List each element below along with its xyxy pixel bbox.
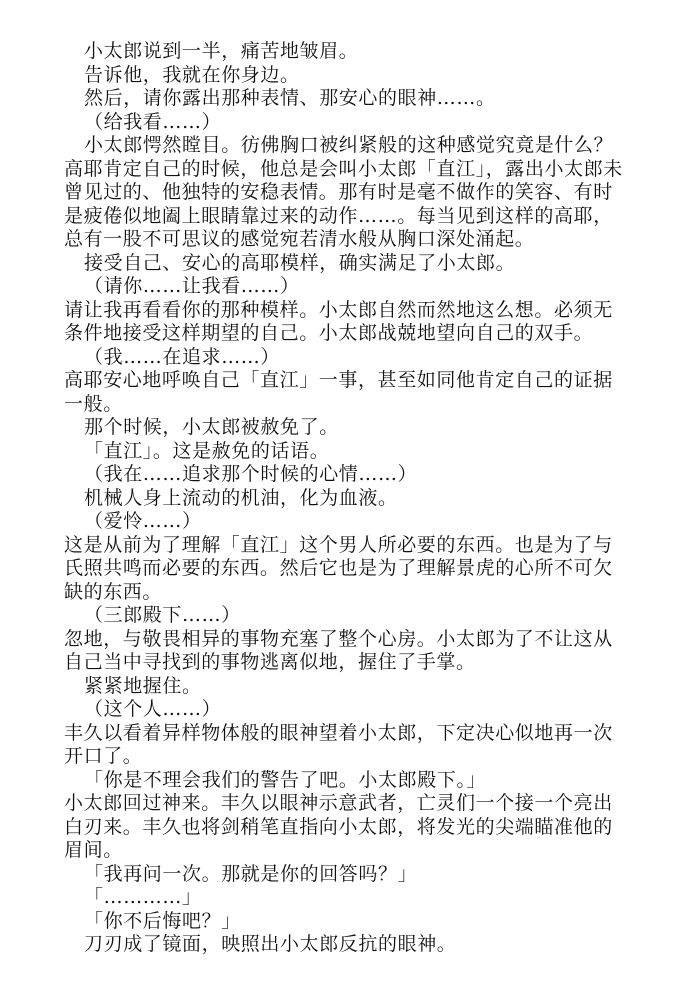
paragraph: 紧紧地握住。: [84, 674, 202, 697]
document-page: [64, 40, 632, 957]
paragraph: 告诉他，我就在你身边。: [84, 63, 300, 86]
paragraph: 丰久以看着异样物体般的眼神望着小太郎，下定决心似地再一次开口了。: [64, 721, 613, 767]
paragraph: （给我看……）: [84, 110, 222, 133]
paragraph: 请让我再看看你的那种模样。小太郎自然而然地这么想。必须无条件地接受这样期望的自己。小太郎战兢地望向自己的双手。: [64, 298, 613, 344]
paragraph: 这是从前为了理解「直江」这个男人所必要的东西。也是为了与氏照共鸣而必要的东西。然后它也是为了理解景虎的心所不可欠缺的东西。: [64, 533, 613, 603]
paragraph: 「你是不理会我们的警告了吧。小太郎殿下。」: [84, 768, 487, 791]
paragraph: （请你……让我看……）: [84, 275, 300, 297]
paragraph: （这个人……）: [84, 698, 222, 720]
paragraph: 「…………」: [84, 886, 202, 908]
paragraph: 接受自己、安心的高耶模样，确实满足了小太郎。: [84, 251, 516, 274]
paragraph: 然后，请你露出那种表情、那安心的眼神……。: [84, 87, 496, 109]
paragraph: 高耶肯定自己的时候，他总是会叫小太郎「直江」，露出小太郎未曾见过的、他独特的安稳表情。那有时是毫不做作的笑容、有时是疲倦似地阖上眼睛靠过来的动作……。每当见到这样的高耶，总有一股不可思议的感觉宛若清水般从胸口深处涌起。: [64, 157, 623, 250]
paragraph: （我……在追求……）: [84, 345, 281, 368]
paragraph: 小太郎回过神来。丰久以眼神示意武者，亡灵们一个接一个亮出白刃来。丰久也将剑稍笔直指向小太郎，将发光的尖端瞄准他的眉间。: [64, 792, 613, 861]
paragraph: 小太郎说到一半，痛苦地皱眉。: [84, 40, 359, 62]
paragraph: （我在……追求那个时候的心情……）: [84, 463, 418, 485]
paragraph: 「你不后悔吧？」: [84, 909, 241, 932]
paragraph: 小太郎愕然瞠目。彷佛胸口被纠紧般的这种感觉究竟是什么？: [84, 134, 614, 156]
paragraph: 高耶安心地呼唤自己「直江」一事，甚至如同他肯定自己的证据一般。: [64, 369, 613, 415]
paragraph: 机械人身上流动的机油，化为血液。: [84, 486, 398, 509]
paragraph: （三郎殿下……）: [84, 604, 241, 626]
paragraph: 忽地，与敬畏相异的事物充塞了整个心房。小太郎为了不让这从自己当中寻找到的事物逃离似地，握住了手掌。: [64, 627, 613, 673]
paragraph: 「直江」。这是赦免的话语。: [84, 439, 330, 462]
paragraph: 刀刃成了镜面，映照出小太郎反抗的眼神。: [84, 933, 457, 955]
paragraph: （爱怜……）: [84, 510, 202, 532]
paragraph: 「我再问一次。那就是你的回答吗？」: [84, 862, 418, 885]
paragraph: 那个时候，小太郎被赦免了。: [84, 416, 339, 438]
